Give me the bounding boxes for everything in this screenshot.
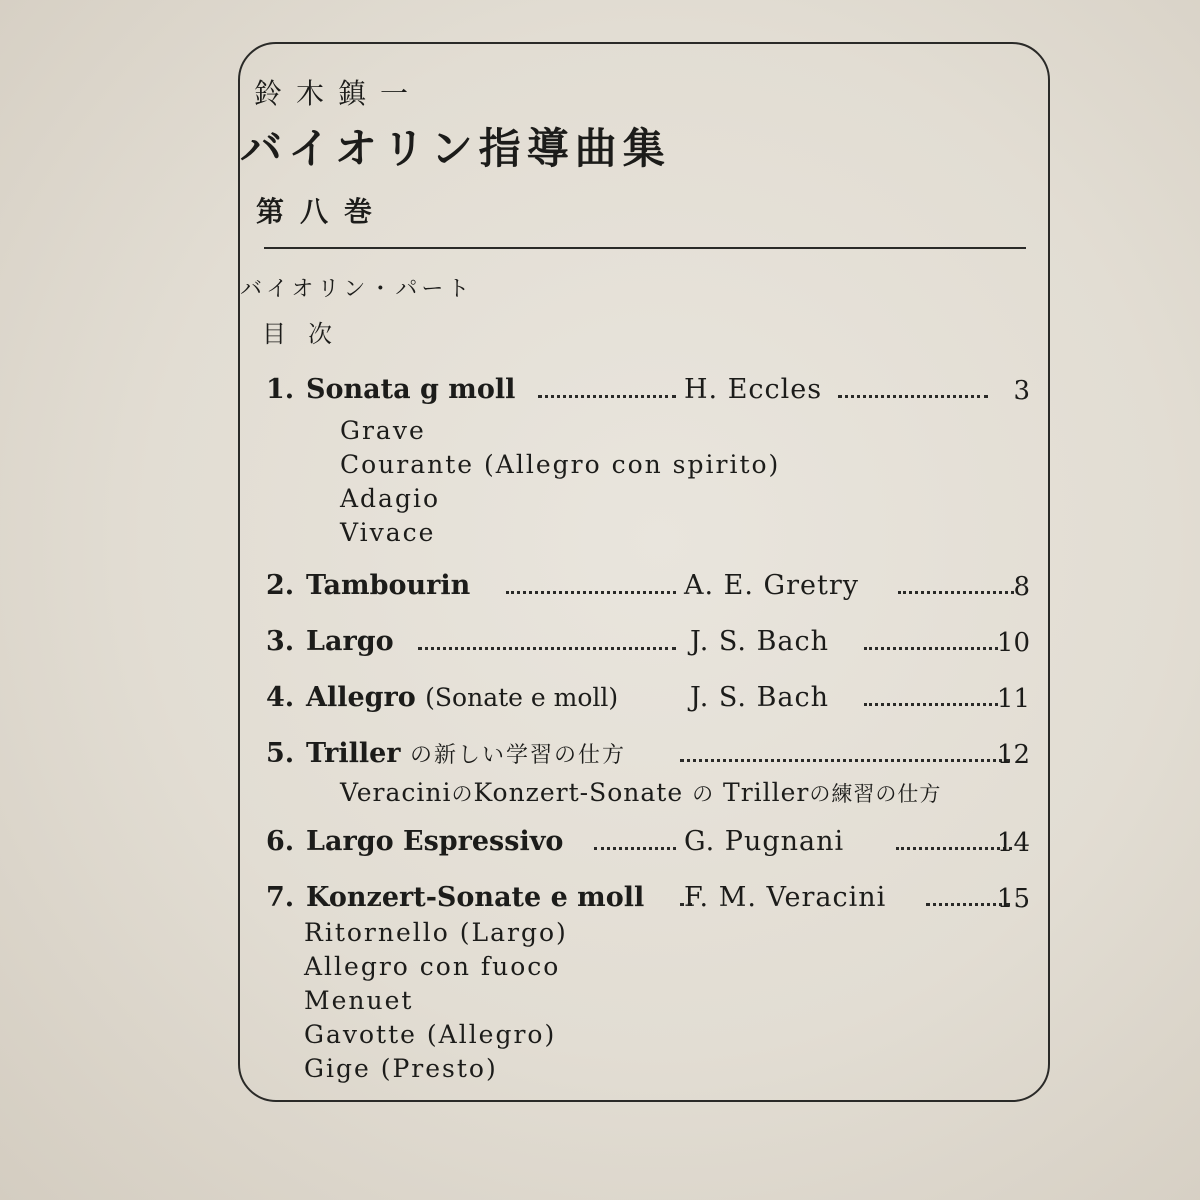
- contents-heading: 目次: [262, 320, 354, 348]
- subline-jp: の練習の仕方: [809, 782, 942, 806]
- toc-entry[interactable]: [266, 882, 1030, 918]
- movement-item: Ritornello (Largo): [304, 918, 568, 947]
- entry-page: 8: [1013, 572, 1030, 602]
- leader-dots: [864, 676, 998, 706]
- subline-jp: の: [451, 782, 474, 806]
- entry-title: Sonata g moll: [306, 374, 516, 405]
- entry-page: 15: [996, 884, 1030, 914]
- entry-page: 11: [996, 684, 1030, 714]
- part-label: バイオリン・パート: [240, 277, 474, 302]
- movement-item: Menuet: [304, 986, 414, 1015]
- entry-title-main: Allegro: [306, 682, 416, 713]
- entry-title: Tambourin: [306, 570, 471, 601]
- entry-title-main: Triller: [306, 738, 401, 769]
- entry-number: 2.: [266, 570, 295, 601]
- entry-page: 14: [996, 828, 1030, 858]
- movement-item: Allegro con fuoco: [304, 952, 561, 981]
- entry-composer: F. M. Veracini: [684, 882, 887, 913]
- entry-composer: G. Pugnani: [684, 826, 845, 857]
- leader-dots: [898, 564, 1014, 594]
- toc-entry[interactable]: [266, 570, 1030, 606]
- subline-jp: の: [692, 782, 715, 806]
- entry-title: Largo Espressivo: [306, 826, 564, 857]
- toc-entry[interactable]: [266, 738, 1030, 774]
- leader-dots: [864, 620, 998, 650]
- entry-composer: J. S. Bach: [690, 626, 830, 657]
- entry-number: 6.: [266, 826, 295, 857]
- contents-frame: [238, 42, 1050, 1102]
- leader-dots: [838, 368, 988, 398]
- author-name: 鈴木鎮一: [254, 77, 423, 110]
- leader-dots: [594, 820, 676, 850]
- entry-subline: [340, 778, 941, 808]
- movement-item: Grave: [340, 416, 426, 445]
- leader-dots: [538, 368, 676, 398]
- series-title: バイオリン指導曲集: [240, 124, 671, 173]
- entry-title: [306, 738, 626, 769]
- entry-number: 3.: [266, 626, 295, 657]
- toc-entry[interactable]: [266, 682, 1030, 718]
- entry-number: 5.: [266, 738, 295, 769]
- leader-dots: [680, 732, 1010, 762]
- entry-title-jp: の新しい学習の仕方: [409, 743, 626, 768]
- entry-page: 10: [996, 628, 1030, 658]
- entry-composer: H. Eccles: [684, 374, 823, 405]
- leader-dots: [418, 620, 676, 650]
- header-divider: [264, 247, 1026, 249]
- entry-number: 7.: [266, 882, 295, 913]
- subline-part: Triller: [723, 778, 810, 807]
- leader-dots: [506, 564, 676, 594]
- entry-title: Largo: [306, 626, 394, 657]
- entry-title: [306, 682, 618, 713]
- entry-title: Konzert-Sonate e moll: [306, 882, 645, 913]
- movement-item: Courante (Allegro con spirito): [340, 450, 781, 479]
- movement-item: Adagio: [340, 484, 441, 513]
- volume-label: 第八巻: [256, 195, 389, 228]
- leader-dots: [896, 820, 1012, 850]
- entry-composer: A. E. Gretry: [684, 570, 860, 601]
- entry-page: 3: [1013, 376, 1030, 406]
- entry-title-note: (Sonate e moll): [425, 683, 619, 712]
- movement-item: Gige (Presto): [304, 1054, 498, 1083]
- toc-entry[interactable]: [266, 626, 1030, 662]
- entry-number: 4.: [266, 682, 295, 713]
- entry-number: 1.: [266, 374, 295, 405]
- toc-entry[interactable]: [266, 826, 1030, 862]
- entry-composer: J. S. Bach: [690, 682, 830, 713]
- subline-part: Konzert-Sonate: [473, 778, 684, 807]
- entry-page: 12: [996, 740, 1030, 770]
- toc-entry[interactable]: [266, 374, 1030, 410]
- subline-part: Veracini: [340, 778, 452, 807]
- movement-item: Gavotte (Allegro): [304, 1020, 557, 1049]
- movement-item: Vivace: [340, 518, 436, 547]
